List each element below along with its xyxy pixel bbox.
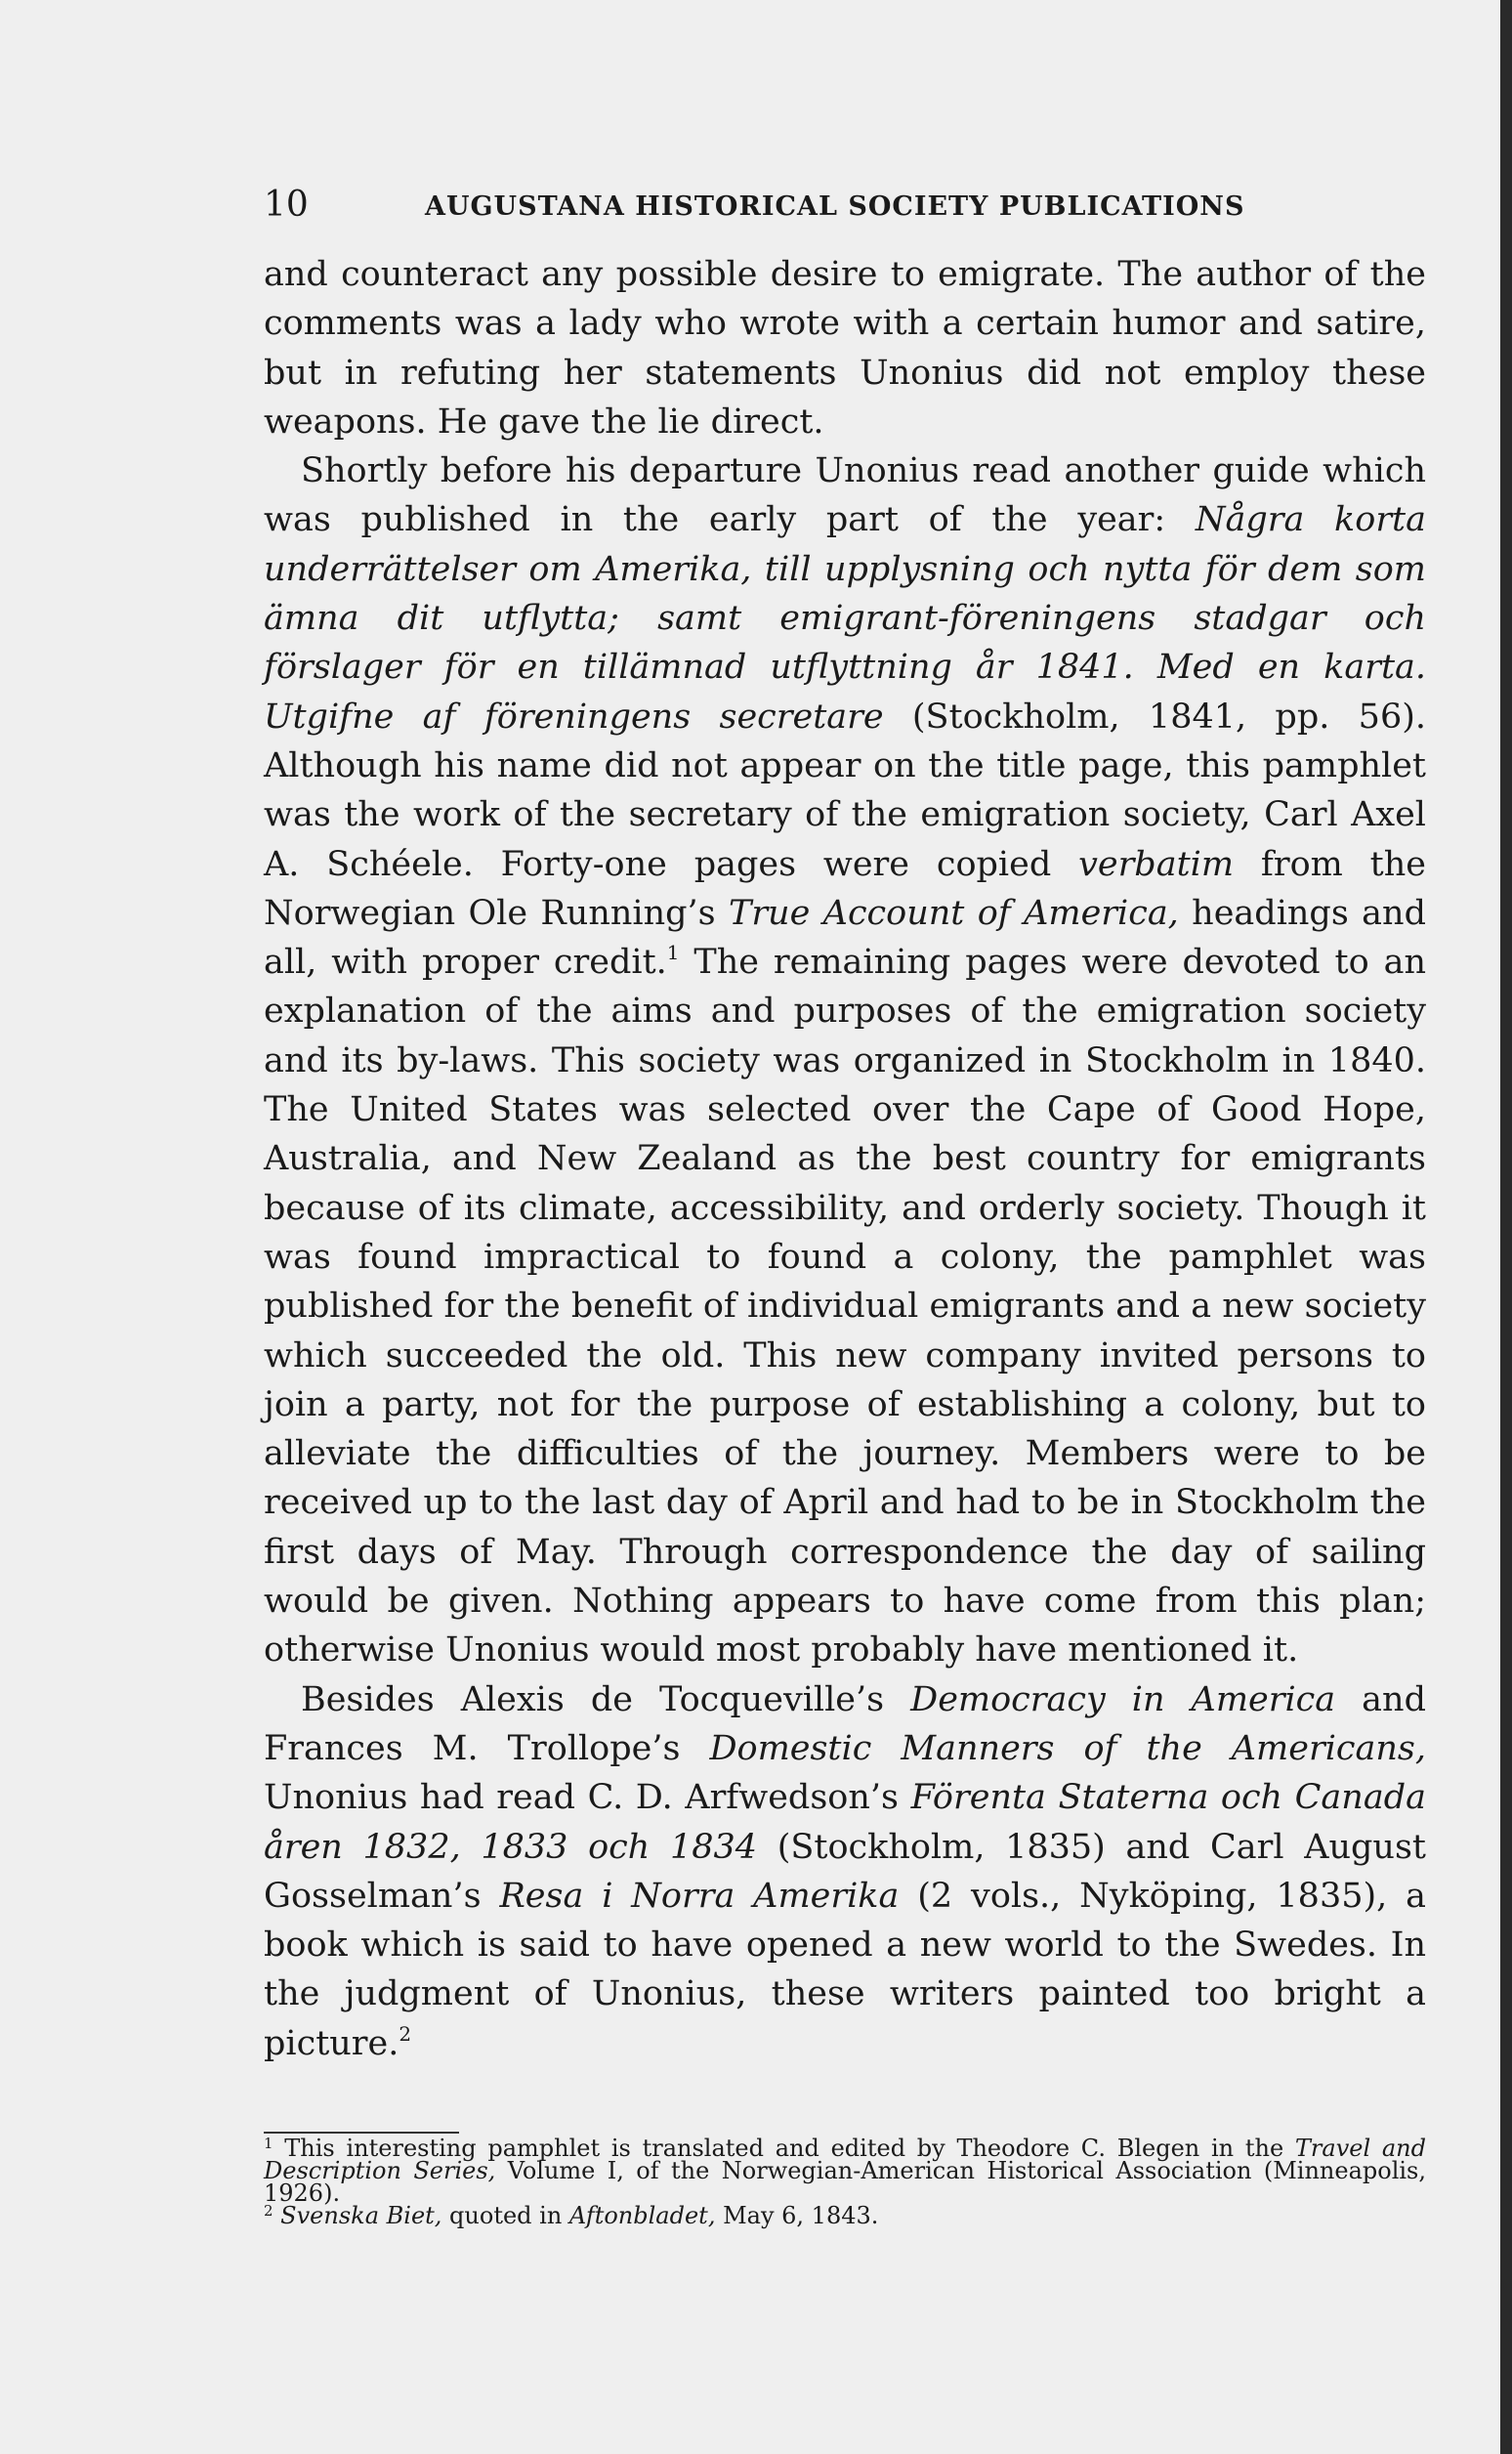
footnote-2-source-1: Svenska Biet, <box>273 2202 442 2229</box>
running-head: AUGUSTANA HISTORICAL SOCIETY PUBLICATIONS <box>425 191 1245 222</box>
paragraph-2-text-3: from the Norwegian Ole Running’s <box>264 844 1426 933</box>
page-edge-shadow <box>1500 0 1512 2454</box>
footnotes <box>264 2137 1426 2227</box>
footnote-2-source-2: Aftonbladet, <box>568 2202 716 2229</box>
footnote-2 <box>264 2202 1426 2229</box>
paragraph-2 <box>264 446 1426 1674</box>
domestic-manners-title: Domestic Manners of the Americans, <box>709 1728 1426 1768</box>
footnote-ref-1: 1 <box>666 941 680 965</box>
footnote-1-mark: 1 <box>264 2135 273 2152</box>
verbatim-term: verbatim <box>1078 844 1235 884</box>
footnote-1-text-1: This interesting pamphlet is translated and edited by Theodore C. Blegen in the <box>273 2135 1295 2162</box>
footnote-2-mark: 2 <box>264 2202 273 2220</box>
democracy-title: Democracy in America <box>910 1679 1336 1719</box>
footnote-2-text-1: quoted in <box>441 2202 569 2229</box>
paragraph-2-text-1: Shortly before his departure Unonius read another guide which was published in the early part of the year: <box>264 451 1426 540</box>
footnote-1 <box>264 2137 1426 2205</box>
paragraph-1 <box>264 250 1426 446</box>
footnote-ref-2: 2 <box>399 2021 412 2046</box>
page-header <box>264 186 1426 234</box>
true-account-title: True Account of America, <box>728 893 1179 933</box>
paragraph-3-text-3: Unonius had read C. D. Arfwedson’s <box>264 1778 911 1818</box>
forenta-staterna-title: Förenta Staterna och Canada åren 1832, 1833 och 1834 <box>264 1778 1426 1867</box>
resa-title: Resa i Norra Amerika <box>499 1876 900 1916</box>
paragraph-3-text-2: and Frances M. Trollope’s <box>264 1679 1426 1768</box>
footnote-1-text-2: Volume I, of the Norwegian-American Historical Association (Minneapolis, 1926). <box>264 2157 1427 2207</box>
paragraph-3-text-1: Besides Alexis de Tocqueville’s <box>301 1679 911 1719</box>
footnote-1-series-title: Travel and Description Series, <box>264 2135 1427 2184</box>
body-text <box>264 250 1426 2068</box>
page-number: 10 <box>264 185 309 225</box>
footnote-2-text-2: May 6, 1843. <box>715 2202 879 2229</box>
pamphlet-title: Några korta underrättelser om Amerika, till upplysning och nytta för dem som ämna dit utflytta; samt emigrant-föreningens stadgar och förslager för en tillämnad utflyttning år 1841. Med en karta. Utgifne af föreningens secretare <box>264 500 1426 737</box>
paragraph-3 <box>264 1675 1426 2068</box>
paragraph-2-text-2: (Stockholm, 1841, pp. 56). Although his name did not appear on the title page, this pamphlet was the work of the secretary of the emigration society, Carl Axel A. Schéele. Forty-one pages were copied <box>264 697 1426 884</box>
paragraph-3-text-4: (Stockholm, 1835) and Carl August Gosselman’s <box>264 1827 1426 1916</box>
paragraph-2-text-5: The remaining pages were devoted to an explanation of the aims and purposes of the emigration society and its by-laws. This society was organized in Stockholm in 1840. The United States was selected over the Cape of Good Hope, Australia, and New Zealand as the best country for emigrants because of its climate, accessibility, and orderly society. Though it was found impractical to found a colony, the pamphlet was published for the benefit of individual emigrants and a new society which succeeded the old. This new company invited persons to join a party, not for the purpose of establishing a colony, but to alleviate the difficulties of the journey. Members were to be received up to the last day of April and had to be in Stockholm the first days of May. Through correspondence the day of sailing would be given. Nothing appears to have come from this plan; otherwise Unonius would most probably have mentioned it. <box>264 943 1426 1671</box>
paragraph-2-text-4: headings and all, with proper credit. <box>264 893 1426 983</box>
footnote-divider <box>264 2132 459 2134</box>
paragraph-3-text-5: (2 vols., Nyköping, 1835), a book which is said to have opened a new world to the Swedes. In the judgment of Unonius, these writers painted too bright a picture. <box>264 1876 1427 2063</box>
paragraph-1-text: and counteract any possible desire to emigrate. The author of the comments was a lady who wrote with a certain humor and satire, but in refuting her statements Unonius did not employ these weapons. He gave the lie direct. <box>264 255 1426 442</box>
